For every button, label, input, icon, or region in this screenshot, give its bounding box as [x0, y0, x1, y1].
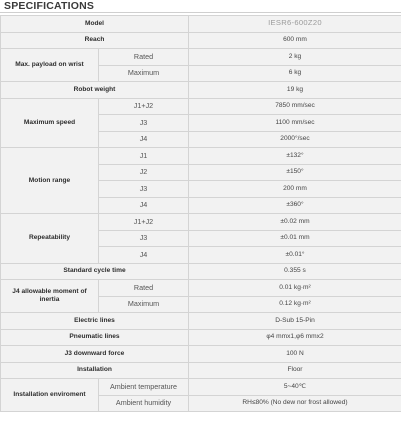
- table-row: [1, 329, 401, 346]
- spec-label-environment: Installation enviroment: [1, 379, 99, 412]
- spec-label-cycle: Standard cycle time: [1, 263, 189, 280]
- spec-label-weight: Robot weight: [1, 82, 189, 99]
- spec-value-payload-rated: 2 kg: [189, 49, 401, 66]
- spec-sublabel-env-humidity: Ambient humidity: [99, 395, 189, 412]
- spec-label-installation: Installation: [1, 362, 189, 379]
- spec-sublabel-payload-max: Maximum: [99, 65, 189, 82]
- spec-value-model: IESR6-600Z20: [189, 16, 401, 33]
- table-row: [1, 346, 401, 363]
- spec-label-inertia: J4 allowable moment of inertia: [1, 280, 99, 313]
- table-row: [1, 214, 401, 231]
- spec-label-reach: Reach: [1, 32, 189, 49]
- spec-value-installation: Floor: [189, 362, 401, 379]
- spec-value-repeat-j3: ±0.01 mm: [189, 230, 401, 247]
- table-row: [1, 16, 401, 33]
- spec-sublabel-inertia-max: Maximum: [99, 296, 189, 313]
- spec-sublabel-inertia-rated: Rated: [99, 280, 189, 297]
- spec-value-motion-j4: ±360°: [189, 197, 401, 214]
- spec-value-speed-j3: 1100 mm/sec: [189, 115, 401, 132]
- spec-value-cycle: 0.355 s: [189, 263, 401, 280]
- spec-value-repeat-j12: ±0.02 mm: [189, 214, 401, 231]
- spec-value-inertia-max: 0.12 kg·m²: [189, 296, 401, 313]
- spec-sublabel-motion-j1: J1: [99, 148, 189, 165]
- spec-value-speed-j4: 2000°/sec: [189, 131, 401, 148]
- spec-sublabel-speed-j3: J3: [99, 115, 189, 132]
- spec-sublabel-motion-j3: J3: [99, 181, 189, 198]
- spec-label-electric: Electric lines: [1, 313, 189, 330]
- table-row: [1, 49, 401, 66]
- spec-label-force: J3 downward force: [1, 346, 189, 363]
- spec-value-weight: 19 kg: [189, 82, 401, 99]
- spec-value-inertia-rated: 0.01 kg·m²: [189, 280, 401, 297]
- spec-value-env-humidity: RH≤80% (No dew nor frost allowed): [189, 395, 401, 412]
- spec-sublabel-repeat-j4: J4: [99, 247, 189, 264]
- title-divider: [0, 12, 401, 13]
- spec-label-speed: Maximum speed: [1, 98, 99, 148]
- spec-sublabel-speed-j4: J4: [99, 131, 189, 148]
- spec-value-electric: D-Sub 15-Pin: [189, 313, 401, 330]
- page-title: SPECIFICATIONS: [4, 0, 95, 12]
- spec-value-repeat-j4: ±0.01°: [189, 247, 401, 264]
- spec-value-payload-max: 6 kg: [189, 65, 401, 82]
- spec-sublabel-repeat-j3: J3: [99, 230, 189, 247]
- table-row: [1, 32, 401, 49]
- spec-sublabel-motion-j4: J4: [99, 197, 189, 214]
- spec-label-motion: Motion range: [1, 148, 99, 214]
- table-row: [1, 82, 401, 99]
- spec-label-pneumatic: Pneumatic lines: [1, 329, 189, 346]
- spec-value-motion-j1: ±132°: [189, 148, 401, 165]
- spec-value-force: 100 N: [189, 346, 401, 363]
- spec-value-pneumatic: φ4 mmx1,φ6 mmx2: [189, 329, 401, 346]
- spec-value-env-temp: 5~40℃: [189, 379, 401, 396]
- spec-sublabel-motion-j2: J2: [99, 164, 189, 181]
- spec-value-speed-j12: 7850 mm/sec: [189, 98, 401, 115]
- spec-value-motion-j2: ±150°: [189, 164, 401, 181]
- spec-table: [0, 15, 401, 412]
- spec-sublabel-env-temp: Ambient temperature: [99, 379, 189, 396]
- table-row: [1, 263, 401, 280]
- table-row: [1, 98, 401, 115]
- spec-sublabel-payload-rated: Rated: [99, 49, 189, 66]
- spec-value-reach: 600 mm: [189, 32, 401, 49]
- spec-sublabel-speed-j12: J1+J2: [99, 98, 189, 115]
- spec-label-payload: Max. payload on wrist: [1, 49, 99, 82]
- spec-value-motion-j3: 200 mm: [189, 181, 401, 198]
- table-row: [1, 148, 401, 165]
- spec-label-model: Model: [1, 16, 189, 33]
- table-row: [1, 280, 401, 297]
- spec-sublabel-repeat-j12: J1+J2: [99, 214, 189, 231]
- table-row: [1, 379, 401, 396]
- table-row: [1, 362, 401, 379]
- spec-label-repeatability: Repeatability: [1, 214, 99, 264]
- table-row: [1, 313, 401, 330]
